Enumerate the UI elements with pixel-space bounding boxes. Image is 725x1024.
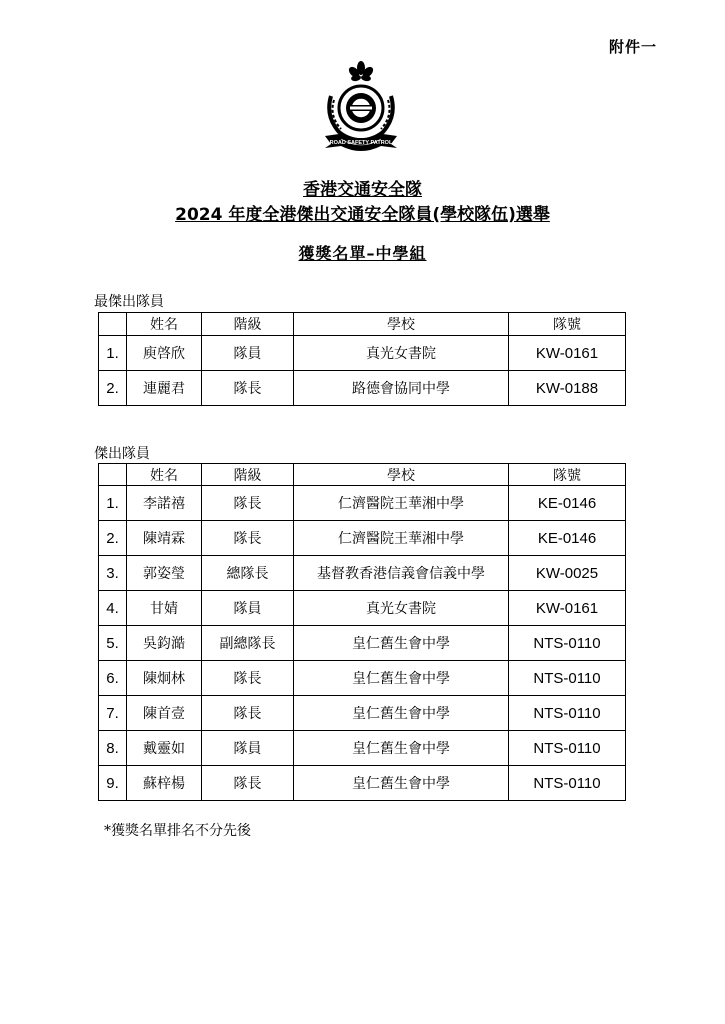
row-rank: 隊長 bbox=[202, 661, 294, 696]
header-name: 姓名 bbox=[127, 464, 202, 486]
header-rank: 階級 bbox=[202, 313, 294, 336]
header-no bbox=[99, 313, 127, 336]
header-team-no: 隊號 bbox=[509, 313, 626, 336]
row-name: 陳首壹 bbox=[127, 696, 202, 731]
outstanding-table bbox=[98, 463, 626, 801]
row-no: 9. bbox=[99, 766, 127, 801]
table-header-row bbox=[99, 313, 626, 336]
most-outstanding-label: 最傑出隊員 bbox=[94, 294, 164, 310]
row-name: 甘婧 bbox=[127, 591, 202, 626]
row-name: 蘇梓楊 bbox=[127, 766, 202, 801]
outstanding-label: 傑出隊員 bbox=[94, 446, 150, 462]
header-no bbox=[99, 464, 127, 486]
row-school: 皇仁舊生會中學 bbox=[294, 731, 509, 766]
row-team-no: NTS-0110 bbox=[509, 661, 626, 696]
row-rank: 隊長 bbox=[202, 696, 294, 731]
row-name: 連麗君 bbox=[127, 371, 202, 406]
row-name: 李諾禧 bbox=[127, 486, 202, 521]
table-row bbox=[99, 626, 626, 661]
event-title: 2024 年度全港傑出交通安全隊員(學校隊伍)選舉 bbox=[175, 205, 550, 225]
table-row bbox=[99, 661, 626, 696]
table-row bbox=[99, 556, 626, 591]
bauhinia-icon bbox=[347, 61, 375, 82]
row-team-no: KW-0025 bbox=[509, 556, 626, 591]
header-school: 學校 bbox=[294, 313, 509, 336]
table-header-row bbox=[99, 464, 626, 486]
table-row bbox=[99, 336, 626, 371]
row-school: 仁濟醫院王華湘中學 bbox=[294, 486, 509, 521]
row-rank: 隊長 bbox=[202, 521, 294, 556]
table-row bbox=[99, 591, 626, 626]
row-name: 庾啓欣 bbox=[127, 336, 202, 371]
row-rank: 隊員 bbox=[202, 336, 294, 371]
emblem-ribbon-text: ROAD SAFETY PATROL bbox=[329, 140, 393, 146]
row-name: 郭姿瑩 bbox=[127, 556, 202, 591]
list-title: 獲獎名單–中學組 bbox=[298, 244, 427, 263]
row-rank: 隊長 bbox=[202, 371, 294, 406]
row-school: 皇仁舊生會中學 bbox=[294, 766, 509, 801]
row-team-no: KE-0146 bbox=[509, 521, 626, 556]
row-no: 7. bbox=[99, 696, 127, 731]
row-rank: 隊長 bbox=[202, 486, 294, 521]
row-team-no: NTS-0110 bbox=[509, 696, 626, 731]
table-row bbox=[99, 486, 626, 521]
row-school: 皇仁舊生會中學 bbox=[294, 661, 509, 696]
table-row bbox=[99, 521, 626, 556]
row-name: 陳炯林 bbox=[127, 661, 202, 696]
row-school: 皇仁舊生會中學 bbox=[294, 626, 509, 661]
row-rank: 隊員 bbox=[202, 731, 294, 766]
row-team-no: NTS-0110 bbox=[509, 731, 626, 766]
row-school: 基督教香港信義會信義中學 bbox=[294, 556, 509, 591]
road-safety-patrol-emblem bbox=[319, 56, 403, 152]
header-rank: 階級 bbox=[202, 464, 294, 486]
row-no: 5. bbox=[99, 626, 127, 661]
annex-label: 附件一 bbox=[608, 38, 657, 56]
table-row bbox=[99, 731, 626, 766]
row-rank: 總隊長 bbox=[202, 556, 294, 591]
row-no: 4. bbox=[99, 591, 127, 626]
row-rank: 隊長 bbox=[202, 766, 294, 801]
header-name: 姓名 bbox=[127, 313, 202, 336]
row-no: 2. bbox=[99, 371, 127, 406]
row-name: 吳鈞澔 bbox=[127, 626, 202, 661]
row-team-no: KE-0146 bbox=[509, 486, 626, 521]
row-no: 1. bbox=[99, 336, 127, 371]
row-team-no: KW-0161 bbox=[509, 591, 626, 626]
header-school: 學校 bbox=[294, 464, 509, 486]
table-row bbox=[99, 766, 626, 801]
table-row bbox=[99, 696, 626, 731]
row-team-no: NTS-0110 bbox=[509, 766, 626, 801]
row-name: 戴靈如 bbox=[127, 731, 202, 766]
row-school: 真光女書院 bbox=[294, 336, 509, 371]
header-team-no: 隊號 bbox=[509, 464, 626, 486]
org-title: 香港交通安全隊 bbox=[303, 180, 422, 200]
most-outstanding-table bbox=[98, 312, 626, 406]
row-no: 1. bbox=[99, 486, 127, 521]
row-school: 皇仁舊生會中學 bbox=[294, 696, 509, 731]
row-no: 6. bbox=[99, 661, 127, 696]
row-school: 真光女書院 bbox=[294, 591, 509, 626]
row-team-no: KW-0188 bbox=[509, 371, 626, 406]
row-rank: 隊員 bbox=[202, 591, 294, 626]
row-rank: 副總隊長 bbox=[202, 626, 294, 661]
table-row bbox=[99, 371, 626, 406]
row-no: 2. bbox=[99, 521, 127, 556]
row-school: 路德會協同中學 bbox=[294, 371, 509, 406]
row-no: 3. bbox=[99, 556, 127, 591]
footnote: *獲獎名單排名不分先後 bbox=[104, 823, 251, 839]
row-team-no: NTS-0110 bbox=[509, 626, 626, 661]
row-no: 8. bbox=[99, 731, 127, 766]
row-team-no: KW-0161 bbox=[509, 336, 626, 371]
row-school: 仁濟醫院王華湘中學 bbox=[294, 521, 509, 556]
row-name: 陳靖霖 bbox=[127, 521, 202, 556]
